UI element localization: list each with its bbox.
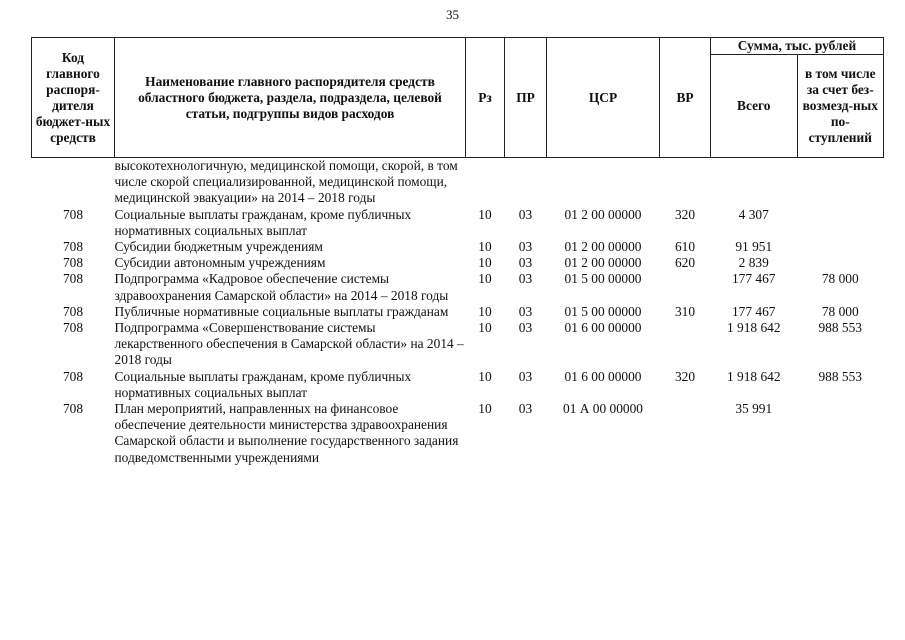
cell-rz: 10 [478, 239, 492, 255]
cell-kod: 708 [62, 271, 84, 287]
cell-pr: 03 [518, 271, 533, 287]
cell-kod: 708 [62, 255, 84, 271]
cell-rz [466, 158, 505, 207]
cell-vr [660, 401, 711, 466]
cell-vr: 610 [674, 239, 696, 255]
cell-pr: 03 [518, 368, 533, 384]
table-row [32, 207, 884, 239]
cell-free [797, 401, 884, 466]
cell-rz: 10 [478, 255, 492, 271]
table-row [32, 401, 884, 466]
cell-vr: 310 [674, 303, 696, 319]
table-row [32, 304, 884, 320]
cell-name: План мероприятий, направленных на финансовое обеспечение деятельности министерства здравоохранения Самарской области и выполнение государственного задания подведомственными учреждениями [114, 401, 459, 465]
cell-free: 988 553 [818, 320, 863, 336]
cell-vr: 620 [674, 255, 696, 271]
cell-csr: 01 2 00 00000 [564, 255, 642, 271]
cell-kod: 708 [62, 206, 84, 222]
cell-name: Публичные нормативные социальные выплаты гражданам [114, 303, 449, 319]
cell-name: Социальные выплаты гражданам, кроме публичных нормативных социальных выплат [114, 206, 412, 238]
cell-kod: 708 [62, 239, 84, 255]
cell-free [797, 239, 884, 255]
cell-rz: 10 [478, 303, 492, 319]
cell-free: 78 000 [821, 303, 859, 319]
cell-free: 988 553 [818, 368, 863, 384]
cell-name: высокотехнологичную, медицинской помощи, скорой, в том числе скорой специализированной, медицинской помощи, медицинской эвакуации» на 2014 – 2018 годы [114, 158, 458, 206]
cell-rz: 10 [478, 368, 492, 384]
cell-csr [547, 158, 660, 207]
header-summa: Сумма, тыс. рублей [711, 38, 884, 55]
header-csr: ЦСР [547, 38, 660, 158]
cell-kod: 708 [62, 368, 84, 384]
header-name: Наименование главного распорядителя средств областного бюджета, раздела, подраздела, целевой статьи, подгруппы видов расходов [115, 38, 466, 158]
cell-name: Подпрограмма «Совершенствование системы лекарственного обеспечения в Самарской области» на 2014 – 2018 годы [114, 320, 464, 368]
cell-rz: 10 [478, 401, 492, 417]
table-row [32, 239, 884, 255]
cell-pr [505, 158, 547, 207]
cell-csr: 01 6 00 00000 [564, 320, 642, 336]
cell-rz: 10 [478, 271, 492, 287]
cell-free [797, 255, 884, 271]
cell-free [797, 158, 884, 207]
cell-total: 177 467 [731, 303, 776, 319]
cell-free [797, 207, 884, 239]
cell-total [711, 158, 798, 207]
cell-total: 177 467 [731, 271, 776, 287]
cell-total: 2 839 [738, 255, 769, 271]
cell-rz: 10 [478, 320, 492, 336]
cell-kod: 708 [62, 320, 84, 336]
cell-csr: 01 2 00 00000 [564, 239, 642, 255]
cell-csr: 01 2 00 00000 [564, 206, 642, 222]
cell-name: Субсидии бюджетным учреждениям [114, 239, 323, 255]
budget-table [31, 37, 884, 466]
table-row [32, 320, 884, 369]
cell-total: 4 307 [738, 206, 769, 222]
cell-csr: 01 5 00 00000 [564, 271, 642, 287]
cell-pr: 03 [518, 239, 533, 255]
header-free: в том числе за счет без-возмезд-ных по-ступлений [797, 55, 884, 158]
header-rz: Рз [466, 38, 505, 158]
cell-pr: 03 [518, 401, 533, 417]
cell-pr: 03 [518, 206, 533, 222]
cell-total: 91 951 [735, 239, 773, 255]
cell-vr [660, 320, 711, 369]
cell-csr: 01 5 00 00000 [564, 303, 642, 319]
cell-csr: 01 6 00 00000 [564, 368, 642, 384]
header-total: Всего [711, 55, 798, 158]
table-row [32, 255, 884, 271]
cell-total: 1 918 642 [726, 320, 781, 336]
cell-vr [660, 158, 711, 207]
cell-pr: 03 [518, 255, 533, 271]
cell-csr: 01 А 00 00000 [563, 401, 643, 417]
cell-vr [660, 271, 711, 303]
header-vr: ВР [660, 38, 711, 158]
cell-pr: 03 [518, 320, 533, 336]
cell-vr: 320 [674, 368, 696, 384]
cell-kod: 708 [62, 303, 84, 319]
table-body [32, 158, 884, 466]
table-row [32, 271, 884, 303]
header-kod: Код главного распоря-дителя бюджет-ных средств [32, 38, 115, 158]
page-number: 35 [446, 7, 459, 22]
cell-kod: 708 [62, 401, 84, 417]
table-row [32, 158, 884, 207]
table-row [32, 369, 884, 401]
cell-free: 78 000 [821, 271, 859, 287]
cell-vr: 320 [674, 206, 696, 222]
cell-total: 1 918 642 [726, 368, 781, 384]
cell-kod [32, 158, 115, 207]
cell-name: Подпрограмма «Кадровое обеспечение системы здравоохранения Самарской области» на 2014 – 2018 годы [114, 271, 449, 303]
header-pr: ПР [505, 38, 547, 158]
cell-pr: 03 [518, 303, 533, 319]
cell-name: Субсидии автономным учреждениям [114, 255, 326, 271]
cell-rz: 10 [478, 206, 492, 222]
cell-name: Социальные выплаты гражданам, кроме публичных нормативных социальных выплат [114, 368, 412, 400]
cell-total: 35 991 [735, 401, 773, 417]
